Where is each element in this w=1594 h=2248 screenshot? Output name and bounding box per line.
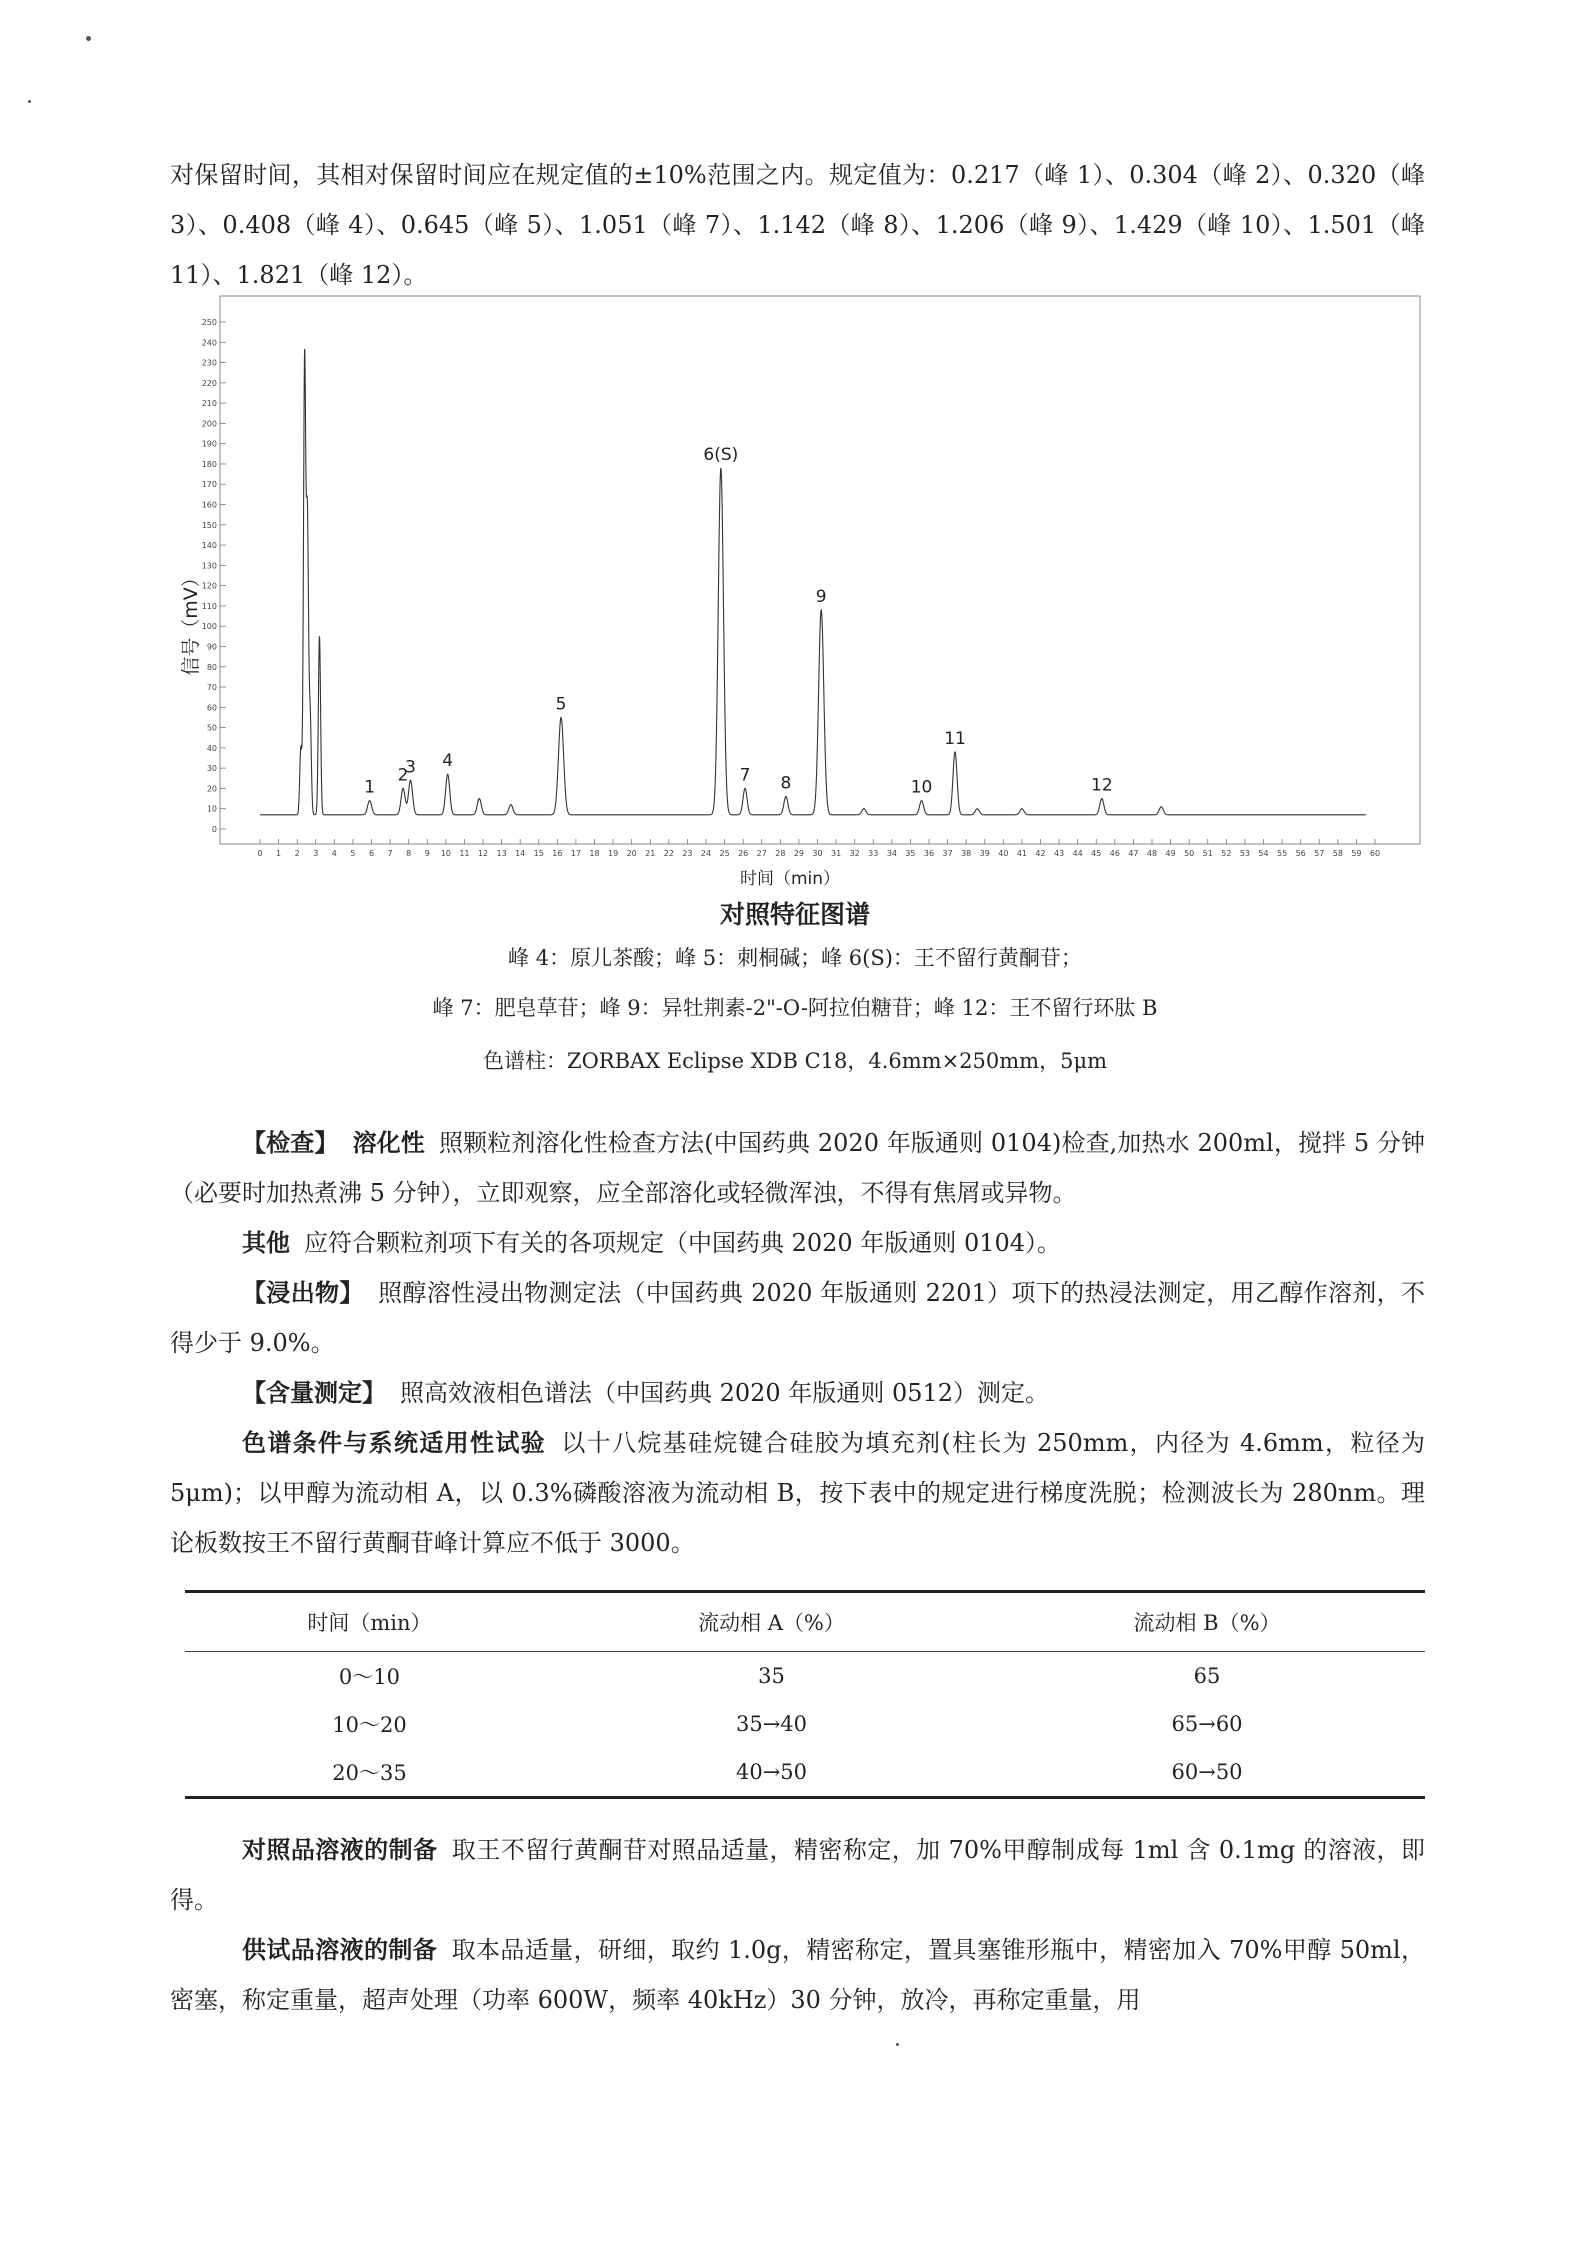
other-text: 应符合颗粒剂项下有关的各项规定（中国药典 2020 年版通则 0104）。 bbox=[304, 1229, 1062, 1257]
x-tick-label: 42 bbox=[1035, 849, 1046, 858]
x-tick-label: 53 bbox=[1239, 849, 1251, 858]
x-tick-label: 55 bbox=[1276, 849, 1288, 858]
table-cell: 0～10 bbox=[338, 1665, 400, 1689]
x-tick-label: 13 bbox=[496, 849, 507, 858]
y-tick-label: 70 bbox=[206, 683, 217, 693]
table-cell: 40→50 bbox=[735, 1760, 808, 1784]
y-tick-label: 190 bbox=[201, 439, 217, 449]
y-tick-label: 180 bbox=[201, 459, 217, 469]
peak-label: 8 bbox=[780, 773, 792, 794]
x-tick-label: 24 bbox=[700, 849, 712, 858]
x-tick-label: 39 bbox=[979, 849, 990, 858]
y-tick-label: 220 bbox=[201, 378, 217, 388]
reference-solution-text: 取王不留行黄酮苷对照品适量，精密称定，加 70%甲醇制成每 1ml 含 0.1mg 的溶液，即得。 bbox=[170, 1836, 1425, 1914]
peak-label: 11 bbox=[944, 728, 966, 749]
table-row bbox=[185, 1748, 1425, 1798]
table-cell: 10～20 bbox=[332, 1713, 407, 1737]
check-label: 【检查】 bbox=[242, 1129, 339, 1157]
x-tick-label: 57 bbox=[1314, 849, 1325, 858]
table-header-phase-b: 流动相 B（%） bbox=[1133, 1611, 1281, 1635]
x-tick-label: 20 bbox=[626, 849, 637, 858]
other-section bbox=[170, 1218, 1425, 1268]
reference-solution-label: 对照品溶液的制备 bbox=[242, 1836, 438, 1864]
conditions-label: 色谱条件与系统适用性试验 bbox=[242, 1429, 547, 1457]
x-tick-label: 47 bbox=[1128, 849, 1139, 858]
y-tick-label: 230 bbox=[201, 358, 217, 368]
reference-solution-section bbox=[170, 1825, 1425, 1925]
peak-label: 5 bbox=[555, 694, 567, 715]
figure-legend-line-2: 峰 7：肥皂草苷；峰 9：异牡荆素-2"-O-阿拉伯糖苷；峰 12：王不留行环肽 B bbox=[432, 996, 1158, 1020]
x-tick-label: 45 bbox=[1091, 849, 1102, 858]
peak-label: 3 bbox=[405, 757, 416, 778]
x-tick-label: 28 bbox=[775, 849, 786, 858]
figure-legend-line-3: 色谱柱：ZORBAX Eclipse XDB C18，4.6mm×250mm，5μm bbox=[482, 1049, 1108, 1073]
intro-paragraph: 对保留时间，其相对保留时间应在规定值的±10%范围之内。规定值为：0.217（峰 1）、0.304（峰 2）、0.320（峰 3）、0.408（峰 4）、0.645（峰 5）、1.051（峰 7）、1.142（峰 8）、1.206（峰 9）、1.429（峰 10）、1.501（峰 11）、1.821（峰 12）。 bbox=[170, 161, 1425, 289]
x-tick-label: 7 bbox=[387, 849, 393, 858]
peak-label: 1 bbox=[364, 777, 376, 798]
x-tick-label: 12 bbox=[477, 849, 489, 858]
table-cell: 65 bbox=[1193, 1664, 1221, 1688]
x-tick-label: 37 bbox=[942, 849, 953, 858]
x-tick-label: 50 bbox=[1184, 849, 1195, 858]
x-tick-label: 1 bbox=[276, 849, 282, 858]
y-tick-label: 100 bbox=[201, 622, 217, 632]
x-tick-label: 44 bbox=[1072, 849, 1083, 858]
check-section bbox=[170, 1118, 1425, 1218]
y-tick-label: 60 bbox=[206, 703, 217, 713]
chromatogram-figure bbox=[180, 292, 1430, 892]
test-solution-section bbox=[170, 1925, 1425, 2025]
x-tick-label: 33 bbox=[868, 849, 879, 858]
x-tick-label: 38 bbox=[961, 849, 972, 858]
chart-frame bbox=[220, 296, 1420, 844]
y-tick-label: 40 bbox=[206, 743, 217, 753]
check-sublabel: 溶化性 bbox=[352, 1129, 425, 1157]
y-tick-label: 210 bbox=[201, 399, 217, 409]
other-label: 其他 bbox=[242, 1229, 290, 1257]
x-tick-label: 17 bbox=[570, 849, 582, 858]
x-tick-label: 0 bbox=[257, 849, 263, 858]
x-tick-label: 40 bbox=[998, 849, 1009, 858]
x-tick-label: 3 bbox=[313, 849, 319, 858]
x-tick-label: 43 bbox=[1053, 849, 1065, 858]
y-tick-label: 120 bbox=[201, 581, 217, 591]
table-row bbox=[185, 1652, 1425, 1701]
y-tick-label: 140 bbox=[201, 541, 217, 551]
assay-section bbox=[170, 1368, 1425, 1418]
y-tick-label: 160 bbox=[201, 500, 217, 510]
peak-label: 12 bbox=[1091, 775, 1113, 796]
x-tick-label: 8 bbox=[406, 849, 412, 858]
x-tick-label: 21 bbox=[645, 849, 656, 858]
x-tick-label: 26 bbox=[738, 849, 749, 858]
peak-label: 2 bbox=[397, 765, 409, 786]
chromatogram-trace bbox=[260, 350, 1366, 815]
x-tick-label: 29 bbox=[793, 849, 805, 858]
x-tick-label: 60 bbox=[1369, 849, 1381, 858]
y-tick-label: 130 bbox=[201, 561, 217, 571]
table-header-row bbox=[185, 1592, 1425, 1652]
x-tick-label: 30 bbox=[812, 849, 823, 858]
x-tick-label: 54 bbox=[1258, 849, 1269, 858]
scan-speck bbox=[28, 100, 31, 103]
table-cell: 20～35 bbox=[332, 1761, 407, 1785]
conditions-text: 以十八烷基硅烷键合硅胶为填充剂(柱长为 250mm，内径为 4.6mm，粒径为 5μm)；以甲醇为流动相 A，以 0.3%磷酸溶液为流动相 B，按下表中的规定进行梯度洗脱；检测波长为 280nm。理论板数按王不留行黄酮苷峰计算应不低于 3000。 bbox=[170, 1429, 1425, 1557]
x-tick-label: 4 bbox=[331, 849, 337, 858]
x-tick-label: 25 bbox=[719, 849, 730, 858]
x-tick-label: 6 bbox=[368, 849, 375, 858]
test-solution-text: 取本品适量，研细，取约 1.0g，精密称定，置具塞锥形瓶中，精密加入 70%甲醇 50ml，密塞，称定重量，超声处理（功率 600W，频率 40kHz）30 分钟，放冷，再称定重量，用 bbox=[170, 1936, 1426, 2014]
y-tick-label: 200 bbox=[201, 419, 217, 429]
y-tick-label: 170 bbox=[201, 480, 217, 490]
assay-label: 【含量测定】 bbox=[242, 1379, 386, 1407]
x-tick-label: 15 bbox=[533, 849, 544, 858]
x-tick-label: 36 bbox=[923, 849, 935, 858]
x-tick-label: 11 bbox=[459, 849, 470, 858]
y-tick-label: 0 bbox=[211, 825, 217, 834]
extract-label: 【浸出物】 bbox=[242, 1279, 364, 1307]
x-tick-label: 56 bbox=[1295, 849, 1306, 858]
table-header-time: 时间（min） bbox=[307, 1611, 432, 1635]
table-cell: 60→50 bbox=[1171, 1760, 1243, 1784]
y-axis-title: 信号（mV） bbox=[180, 568, 202, 676]
x-tick-label: 31 bbox=[830, 849, 842, 858]
peak-label: 10 bbox=[910, 777, 933, 798]
x-tick-label: 51 bbox=[1202, 849, 1213, 858]
check-text: 照颗粒剂溶化性检查方法(中国药典 2020 年版通则 0104)检查,加热水 200ml，搅拌 5 分钟（必要时加热煮沸 5 分钟），立即观察，应全部溶化或轻微浑浊，不得有焦屑或异物。 bbox=[170, 1129, 1426, 1207]
x-tick-label: 58 bbox=[1332, 849, 1343, 858]
x-axis-title: 时间（min） bbox=[739, 869, 841, 889]
x-tick-label: 5 bbox=[350, 849, 356, 858]
figure-title: 对照特征图谱 bbox=[719, 900, 870, 929]
y-tick-label: 240 bbox=[201, 338, 217, 348]
table-cell: 35 bbox=[758, 1664, 785, 1688]
y-tick-label: 150 bbox=[201, 520, 217, 530]
peak-label: 9 bbox=[815, 586, 827, 607]
scan-speck bbox=[86, 36, 91, 41]
x-tick-label: 9 bbox=[424, 849, 430, 858]
x-tick-label: 52 bbox=[1221, 849, 1232, 858]
peak-label: 6(S) bbox=[703, 445, 739, 466]
test-solution-label: 供试品溶液的制备 bbox=[242, 1936, 438, 1964]
y-tick-label: 10 bbox=[206, 804, 217, 814]
table-header-phase-a: 流动相 A（%） bbox=[698, 1611, 845, 1635]
peak-label: 4 bbox=[442, 751, 454, 772]
y-tick-label: 110 bbox=[201, 601, 217, 611]
x-tick-label: 48 bbox=[1146, 849, 1158, 858]
conditions-section bbox=[170, 1418, 1425, 1568]
y-tick-label: 50 bbox=[206, 723, 217, 733]
x-tick-label: 2 bbox=[294, 849, 300, 858]
x-tick-label: 41 bbox=[1016, 849, 1028, 858]
y-tick-label: 250 bbox=[201, 318, 217, 327]
table-cell: 65→60 bbox=[1171, 1712, 1243, 1736]
x-tick-label: 10 bbox=[440, 849, 451, 858]
x-tick-label: 59 bbox=[1351, 849, 1362, 858]
x-tick-label: 46 bbox=[1109, 849, 1120, 858]
figure-legend-line-1: 峰 4：原儿茶酸；峰 5：刺桐碱；峰 6(S)：王不留行黄酮苷； bbox=[508, 946, 1082, 970]
x-tick-label: 14 bbox=[515, 849, 526, 858]
scan-speck bbox=[896, 2043, 899, 2046]
x-tick-label: 23 bbox=[682, 849, 693, 858]
x-tick-label: 16 bbox=[552, 849, 563, 858]
extract-section bbox=[170, 1268, 1425, 1368]
extract-text: 照醇溶性浸出物测定法（中国药典 2020 年版通则 2201）项下的热浸法测定，用乙醇作溶剂，不得少于 9.0%。 bbox=[170, 1279, 1425, 1357]
x-tick-label: 18 bbox=[589, 849, 600, 858]
peak-label: 7 bbox=[739, 765, 751, 786]
x-tick-label: 34 bbox=[886, 849, 897, 858]
x-tick-label: 19 bbox=[607, 849, 619, 858]
gradient-table bbox=[185, 1590, 1425, 1799]
table-cell: 35→40 bbox=[735, 1712, 808, 1736]
x-tick-label: 49 bbox=[1165, 849, 1176, 858]
x-tick-label: 35 bbox=[905, 849, 916, 858]
x-tick-label: 22 bbox=[663, 849, 674, 858]
table-row bbox=[185, 1700, 1425, 1748]
y-tick-label: 80 bbox=[206, 662, 217, 672]
chromatogram-chart bbox=[180, 292, 1430, 892]
x-tick-label: 27 bbox=[756, 849, 767, 858]
y-tick-label: 30 bbox=[206, 764, 217, 774]
y-tick-label: 20 bbox=[206, 784, 217, 794]
x-tick-label: 32 bbox=[849, 849, 860, 858]
y-tick-label: 90 bbox=[206, 642, 217, 652]
assay-text: 照高效液相色谱法（中国药典 2020 年版通则 0512）测定。 bbox=[400, 1379, 1050, 1407]
